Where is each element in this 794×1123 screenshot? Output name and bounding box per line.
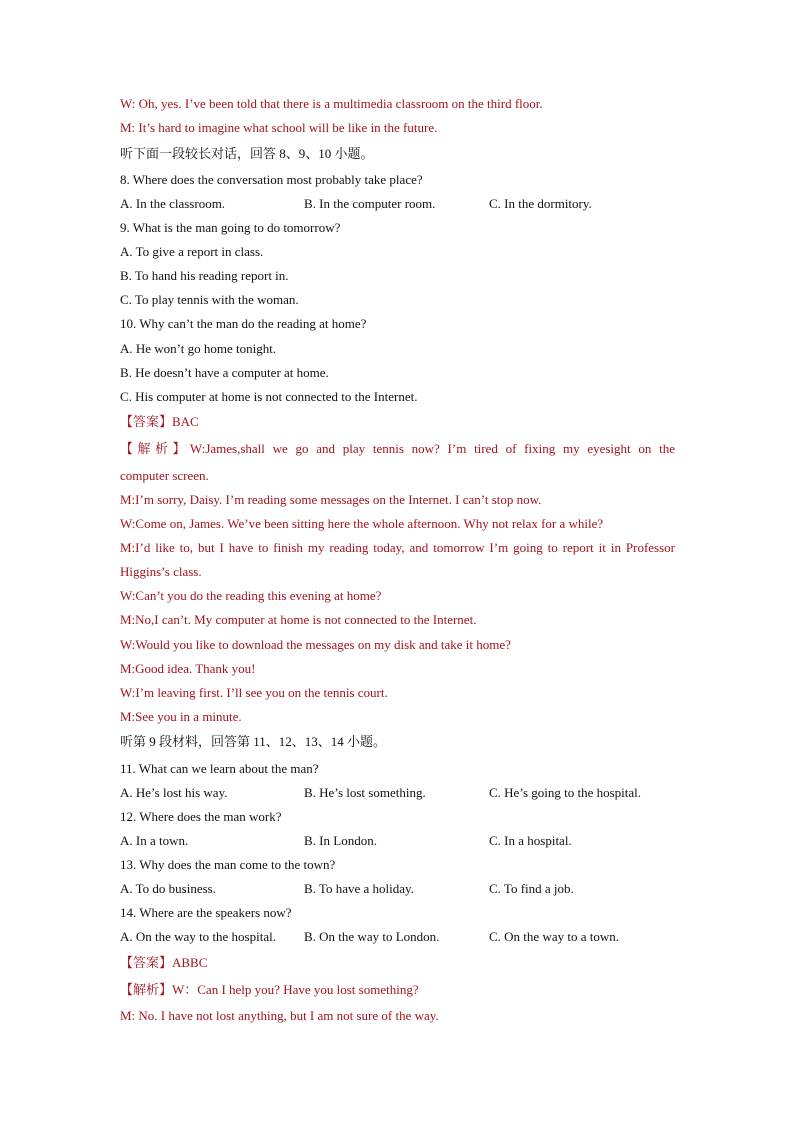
option-c: C. To find a job.	[489, 881, 574, 896]
question-11: 11. What can we learn about the man?	[120, 761, 319, 776]
question-10: 10. Why can’t the man do the reading at home?	[120, 316, 367, 331]
transcript-line: W:Come on, James. We’ve been sitting here the whole afternoon. Why not relax for a while?	[120, 516, 604, 531]
section-heading: 听第 9 段材料，回答第 11、12、13、14 小题。	[120, 734, 387, 749]
options-row-14	[120, 929, 680, 945]
option-c: C. He’s going to the hospital.	[489, 785, 642, 800]
options-row-13	[120, 881, 680, 897]
option-c: C. To play tennis with the woman.	[120, 292, 299, 307]
option-b: B. He doesn’t have a computer at home.	[120, 365, 329, 380]
transcript-line: Higgins’s class.	[120, 564, 202, 579]
question-12: 12. Where does the man work?	[120, 809, 282, 824]
section-heading: 听下面一段较长对话，回答 8、9、10 小题。	[120, 146, 374, 161]
option-a: A. In a town.	[120, 833, 189, 848]
option-a: A. He’s lost his way.	[120, 785, 228, 800]
transcript-line: M:No,I can’t. My computer at home is not connected to the Internet.	[120, 612, 477, 627]
option-b: B. He’s lost something.	[304, 785, 426, 800]
options-row-12	[120, 833, 680, 849]
analysis-line: computer screen.	[120, 468, 209, 483]
transcript-line: W:Can’t you do the reading this evening at home?	[120, 588, 382, 603]
transcript-line: W:Would you like to download the messages on my disk and take it home?	[120, 637, 511, 652]
option-b: B. In the computer room.	[304, 196, 436, 211]
option-b: B. To hand his reading report in.	[120, 268, 289, 283]
option-c: C. In a hospital.	[489, 833, 572, 848]
answer-key: 【答案】ABBC	[120, 955, 208, 970]
option-a: A. To do business.	[120, 881, 216, 896]
question-8: 8. Where does the conversation most probably take place?	[120, 172, 423, 187]
transcript-line: W:I’m leaving first. I’ll see you on the tennis court.	[120, 685, 388, 700]
question-14: 14. Where are the speakers now?	[120, 905, 292, 920]
option-a: A. On the way to the hospital.	[120, 929, 276, 944]
answer-key: 【答案】BAC	[120, 414, 199, 429]
options-row-11	[120, 785, 680, 801]
question-13: 13. Why does the man come to the town?	[120, 857, 336, 872]
question-9: 9. What is the man going to do tomorrow?	[120, 220, 341, 235]
transcript-line: M: No. I have not lost anything, but I am not sure of the way.	[120, 1008, 439, 1023]
option-c: C. His computer at home is not connected to the Internet.	[120, 389, 418, 404]
option-a: A. He won’t go home tonight.	[120, 341, 277, 356]
dialogue-line: M: It’s hard to imagine what school will be like in the future.	[120, 120, 438, 135]
analysis-line: 【解析】W:James,shall we go and play tennis now? I’m tired of fixing my eyesight on the	[120, 441, 675, 456]
dialogue-line: W: Oh, yes. I’ve been told that there is a multimedia classroom on the third floor.	[120, 96, 543, 111]
transcript-line: M:See you in a minute.	[120, 709, 242, 724]
option-a: A. To give a report in class.	[120, 244, 264, 259]
analysis-line: 【解析】W：Can I help you? Have you lost something?	[120, 982, 419, 997]
option-a: A. In the classroom.	[120, 196, 226, 211]
option-b: B. To have a holiday.	[304, 881, 414, 896]
option-c: C. In the dormitory.	[489, 196, 592, 211]
transcript-line: M:Good idea. Thank you!	[120, 661, 256, 676]
transcript-line: M:I’m sorry, Daisy. I’m reading some messages on the Internet. I can’t stop now.	[120, 492, 542, 507]
options-row-8	[120, 196, 680, 212]
option-c: C. On the way to a town.	[489, 929, 619, 944]
option-b: B. In London.	[304, 833, 377, 848]
option-b: B. On the way to London.	[304, 929, 440, 944]
transcript-line: M:I’d like to, but I have to finish my reading today, and tomorrow I’m going to report it in Professor	[120, 540, 675, 555]
